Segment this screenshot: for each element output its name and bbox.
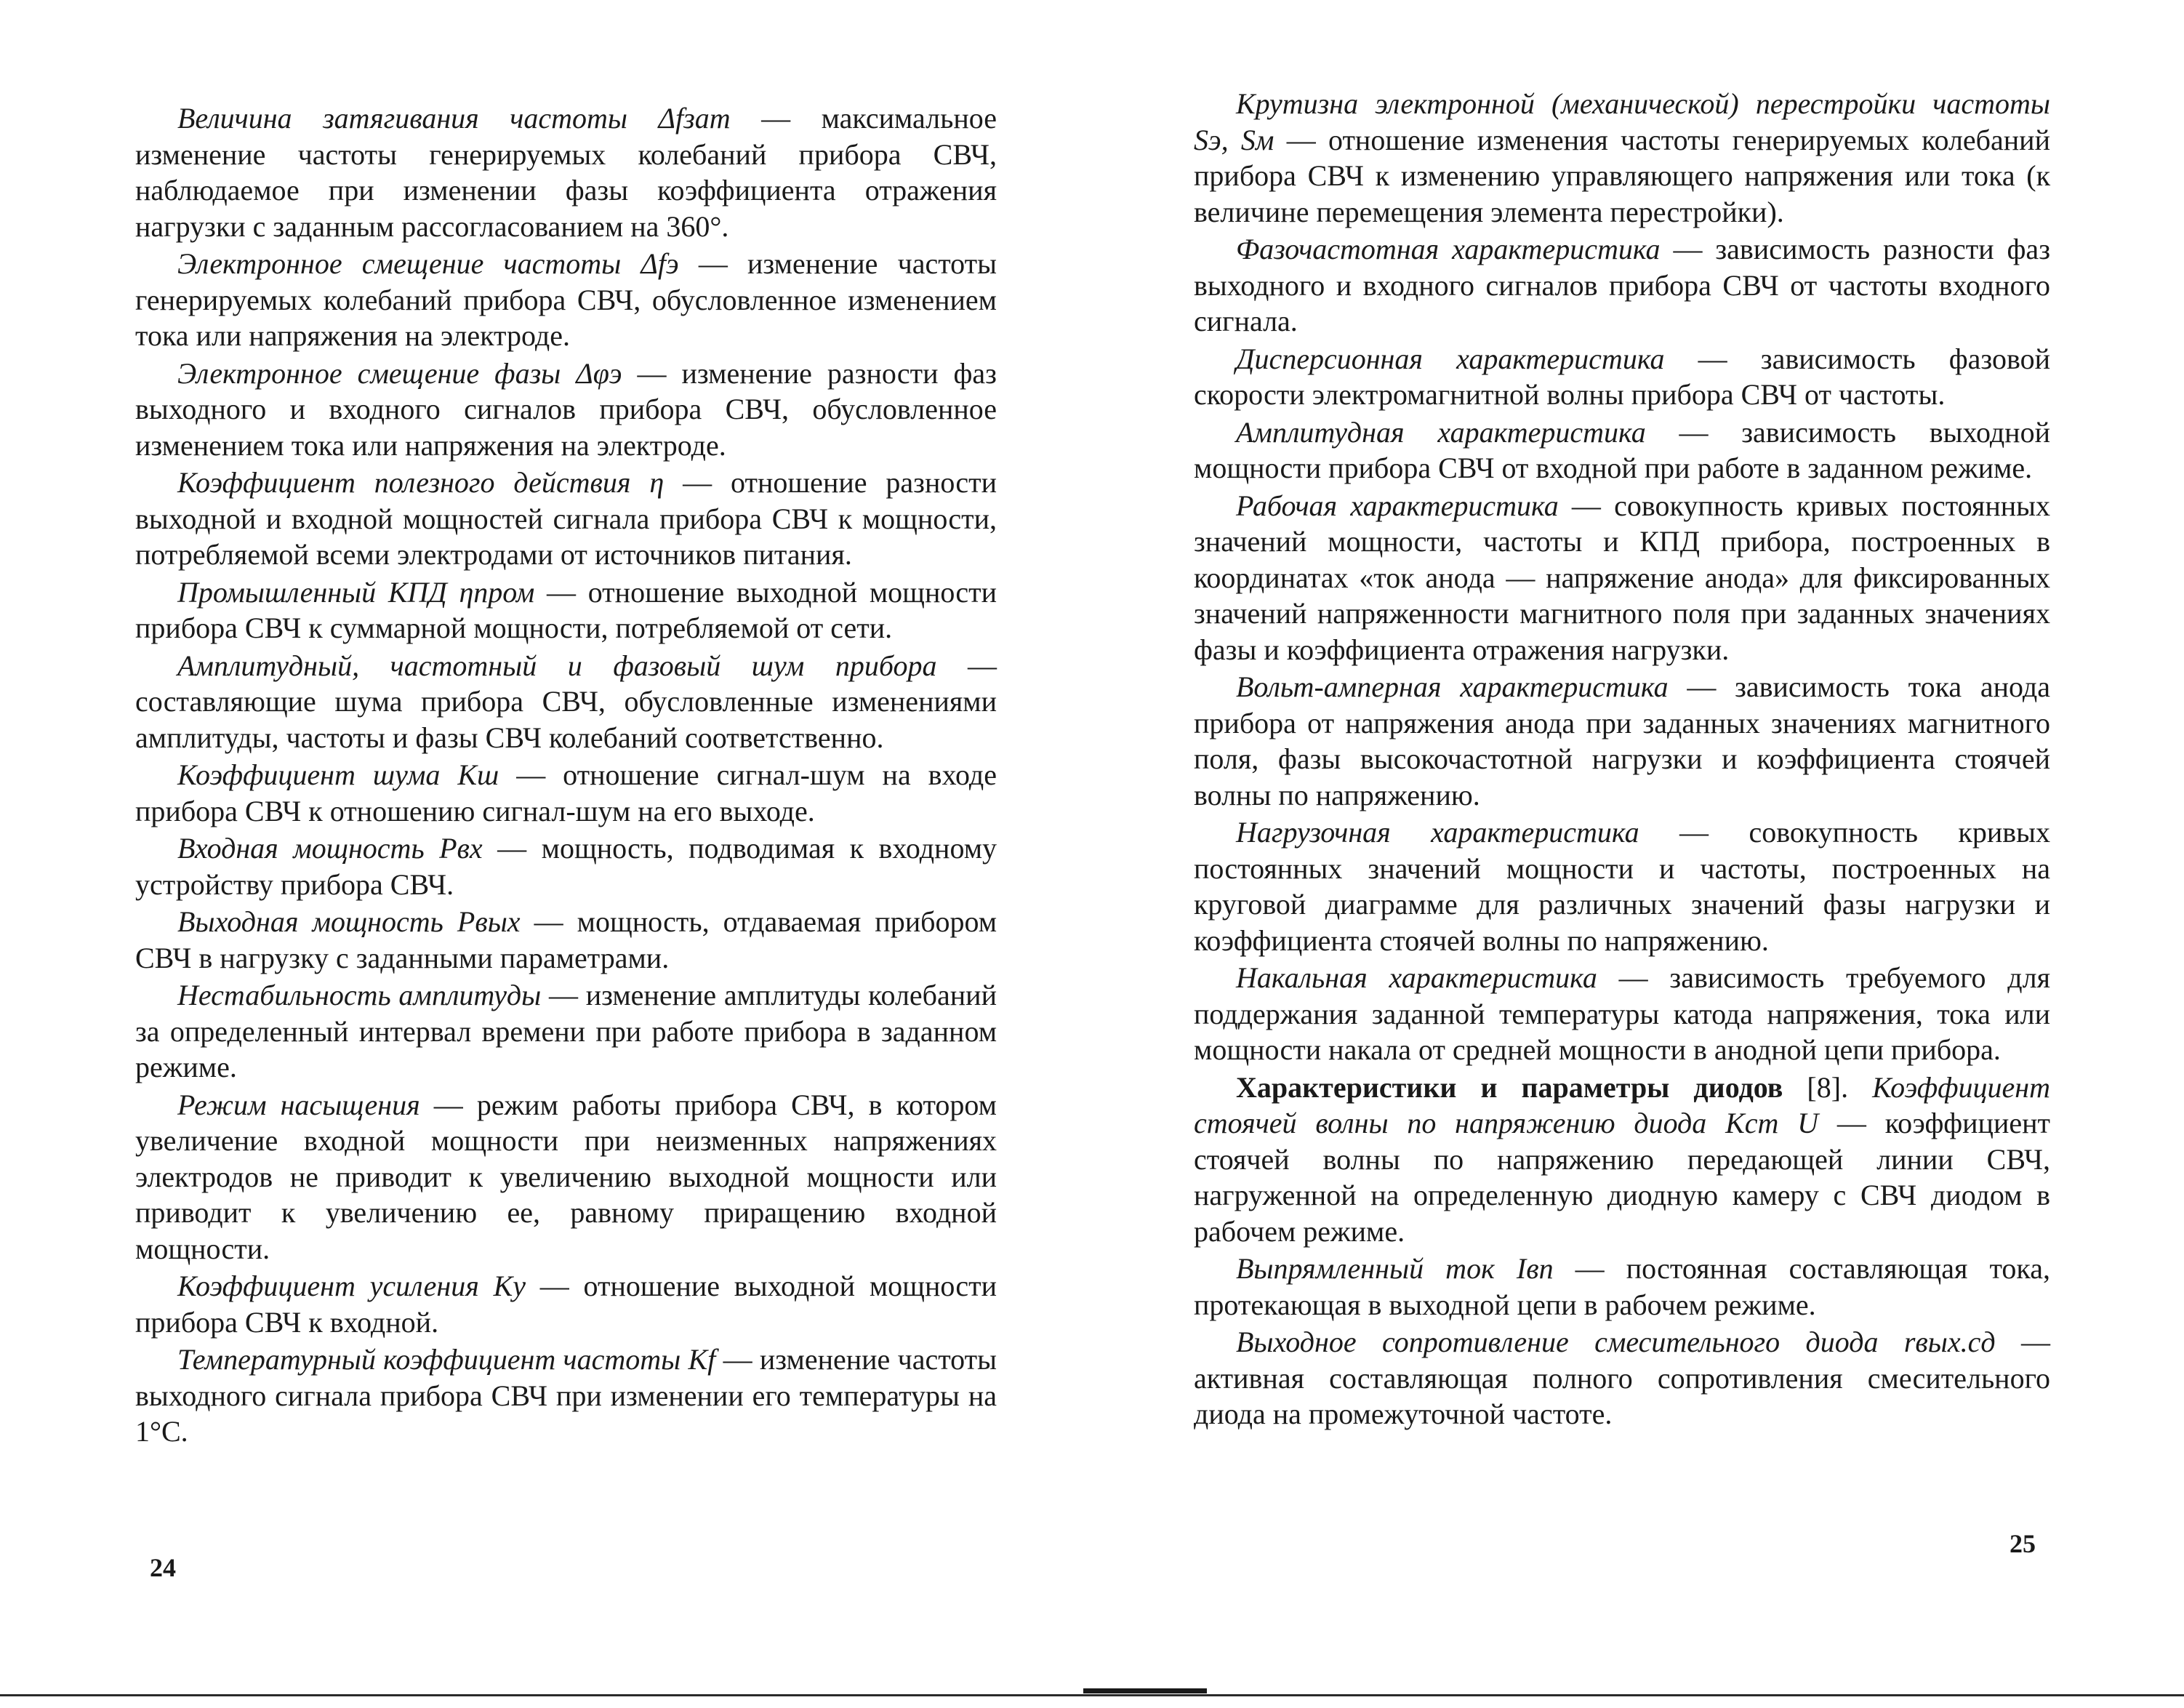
definition-entry (135, 904, 997, 976)
definition-entry (1194, 86, 2050, 230)
entry-term: Нагрузочная характеристика (1236, 816, 1639, 849)
definition-entry (135, 574, 997, 646)
scan-edge-mark (1083, 1688, 1207, 1693)
entry-term: Температурный коэффициент частоты Kf (177, 1343, 716, 1376)
entry-text: — изменение амплитуды колебаний за определенный интервал времени при работе прибора в заданном режиме. (135, 979, 997, 1083)
entry-term: Амплитудная характеристика (1236, 415, 1646, 449)
definition-entry (135, 830, 997, 902)
entry-term: Выходная мощность Pвых (177, 905, 521, 938)
entry-text: — коэффициент стоячей волны по напряжению передающей линии СВЧ, нагруженной на определенную диодную камеру с СВЧ диодом в рабочем режиме. (1194, 1107, 2050, 1248)
right-page-text (1194, 86, 2050, 1434)
entry-text: — изменение частоты генерируемых колебаний прибора СВЧ, обусловленное изменением тока или напряжения на электроде. (135, 247, 997, 352)
scan-edge-line (0, 1694, 2184, 1696)
section-heading: Характеристики и параметры диодов (1236, 1070, 1783, 1104)
entry-term: Накальная характеристика (1236, 961, 1597, 994)
entry-text: — режим работы прибора СВЧ, в котором увеличение входной мощности при неизменных напряжениях электродов не приводит к увеличению выходной мощности или приводит к увеличению ее, равному приращению входной мощности. (135, 1088, 997, 1265)
entry-term: Выходное сопротивление смесительного диода rвых.сд (1236, 1326, 1996, 1358)
entry-term: Рабочая характеристика (1236, 489, 1559, 522)
entry-text: — отношение сигнал-шум на входе прибора СВЧ к отношению сигнал-шум на его выходе. (135, 758, 997, 827)
definition-entry (1194, 814, 2050, 958)
entry-text: — зависимость фазовой скорости электромагнитной волны прибора СВЧ от частоты. (1194, 342, 2050, 411)
definition-entry (135, 648, 997, 756)
entry-text: — мощность, отдаваемая прибором СВЧ в нагрузку с заданными параметрами. (135, 905, 997, 974)
entry-text: — зависимость требуемого для поддержания заданной температуры катода напряжения, тока или мощности накала от средней мощности в анодной цепи прибора. (1194, 961, 2050, 1066)
definition-entry (1194, 669, 2050, 813)
entry-term: Величина затягивания частоты Δfзат (177, 102, 731, 135)
definition-entry (1194, 1070, 2050, 1250)
entry-text: — мощность, подводимая к входному устройству прибора СВЧ. (135, 832, 997, 901)
entry-text: — совокупность кривых постоянных значений мощности, частоты и КПД прибора, построенных в координатах «ток анода — напряжение анода» для фиксированных значений напряженности магнитного поля при заданных значениях фазы и коэффициента отражения нагрузки. (1194, 489, 2051, 666)
entry-term: Режим насыщения (177, 1088, 420, 1121)
entry-term: Вольт-амперная характеристика (1236, 670, 1669, 703)
entry-text: — активная составляющая полного сопротивления смесительного диода на промежуточной частоте. (1194, 1326, 2051, 1430)
entry-term: Крутизна электронной (механической) перестройки частоты Sэ, Sм (1194, 87, 2050, 156)
definition-entry (135, 465, 997, 573)
entry-term: Коэффициент шума Kш (177, 758, 499, 791)
page-number: 25 (2010, 1529, 2036, 1558)
left-page-text (135, 100, 997, 1451)
definition-entry (1194, 1324, 2050, 1432)
entry-term: Дисперсионная характеристика (1236, 342, 1665, 375)
definition-entry (1194, 960, 2050, 1068)
entry-text: — изменение частоты выходного сигнала прибора СВЧ при изменении его температуры на 1°С. (135, 1343, 997, 1448)
entry-text: — отношение изменения частоты генерируемых колебаний прибора СВЧ к изменению управляющего напряжения или тока (к величине перемещения элемента перестройки). (1194, 123, 2050, 228)
entry-text: — отношение выходной мощности прибора СВЧ к входной. (135, 1270, 997, 1339)
entry-term: Фазочастотная характеристика (1236, 233, 1661, 265)
entry-term: Электронное смещение частоты Δfэ (177, 247, 679, 280)
definition-entry (1194, 231, 2050, 340)
entry-term: Промышленный КПД ηпром (177, 575, 535, 609)
definition-entry (1194, 488, 2050, 668)
heading-reference: [8]. (1783, 1070, 1873, 1104)
right-page (1092, 0, 2184, 1708)
entry-text: — совокупность кривых постоянных значений мощности и частоты, построенных на круговой диаграмме для различных значений фазы нагрузки и коэффициента стоячей волны по напряжению. (1194, 816, 2050, 957)
entry-term: Выпрямленный ток Iвп (1236, 1252, 1554, 1285)
entry-term: Нестабильность амплитуды (177, 979, 542, 1011)
definition-entry (135, 1268, 997, 1340)
definition-entry (1194, 341, 2050, 413)
entry-text: — зависимость тока анода прибора от напряжения анода при заданных значениях магнитного поля, фазы высокочастотной нагрузки и коэффициента стоячей волны по напряжению. (1194, 670, 2050, 811)
entry-text: — составляющие шума прибора СВЧ, обусловленные изменениями амплитуды, частоты и фазы СВЧ колебаний соответственно. (135, 649, 997, 754)
entry-term: Коэффициент усиления Kу (177, 1270, 526, 1302)
definition-entry (1194, 1251, 2050, 1323)
entry-text: — постоянная составляющая тока, протекающая в выходной цепи в рабочем режиме. (1194, 1252, 2051, 1321)
entry-text: — изменение разности фаз выходного и входного сигналов прибора СВЧ, обусловленное изменением тока или напряжения на электроде. (135, 356, 997, 462)
entry-term: Электронное смещение фазы Δφэ (177, 356, 622, 390)
entry-text: — зависимость выходной мощности прибора СВЧ от входной при работе в заданном режиме. (1194, 415, 2050, 484)
definition-entry (135, 757, 997, 829)
entry-term: Амплитудный, частотный и фазовый шум прибора (177, 649, 937, 682)
entry-text: — максимальное изменение частоты генерируемых колебаний прибора СВЧ, наблюдаемое при изменении фазы коэффициента отражения нагрузки с заданным рассогласованием на 360°. (135, 102, 997, 243)
definition-entry (135, 356, 997, 464)
definition-entry (135, 100, 997, 244)
definition-entry (135, 977, 997, 1086)
entry-text: — отношение разности выходной и входной мощностей сигнала прибора СВЧ к мощности, потребляемой всеми электродами от источников питания. (135, 466, 997, 571)
definition-entry (135, 1087, 997, 1267)
entry-term: Входная мощность Pвх (177, 832, 483, 865)
entry-text: — отношение выходной мощности прибора СВЧ к суммарной мощности, потребляемой от сети. (135, 575, 997, 644)
definition-entry (135, 1342, 997, 1450)
page-number: 24 (150, 1553, 176, 1582)
entry-term: Коэффициент стоячей волны по напряжению диода Kст U (1194, 1070, 2050, 1139)
definition-entry (135, 246, 997, 354)
definition-entry (1194, 414, 2050, 486)
entry-term: Коэффициент полезного действия η (177, 466, 665, 499)
entry-text: — зависимость разности фаз выходного и входного сигналов прибора СВЧ от частоты входного сигнала. (1194, 233, 2050, 337)
